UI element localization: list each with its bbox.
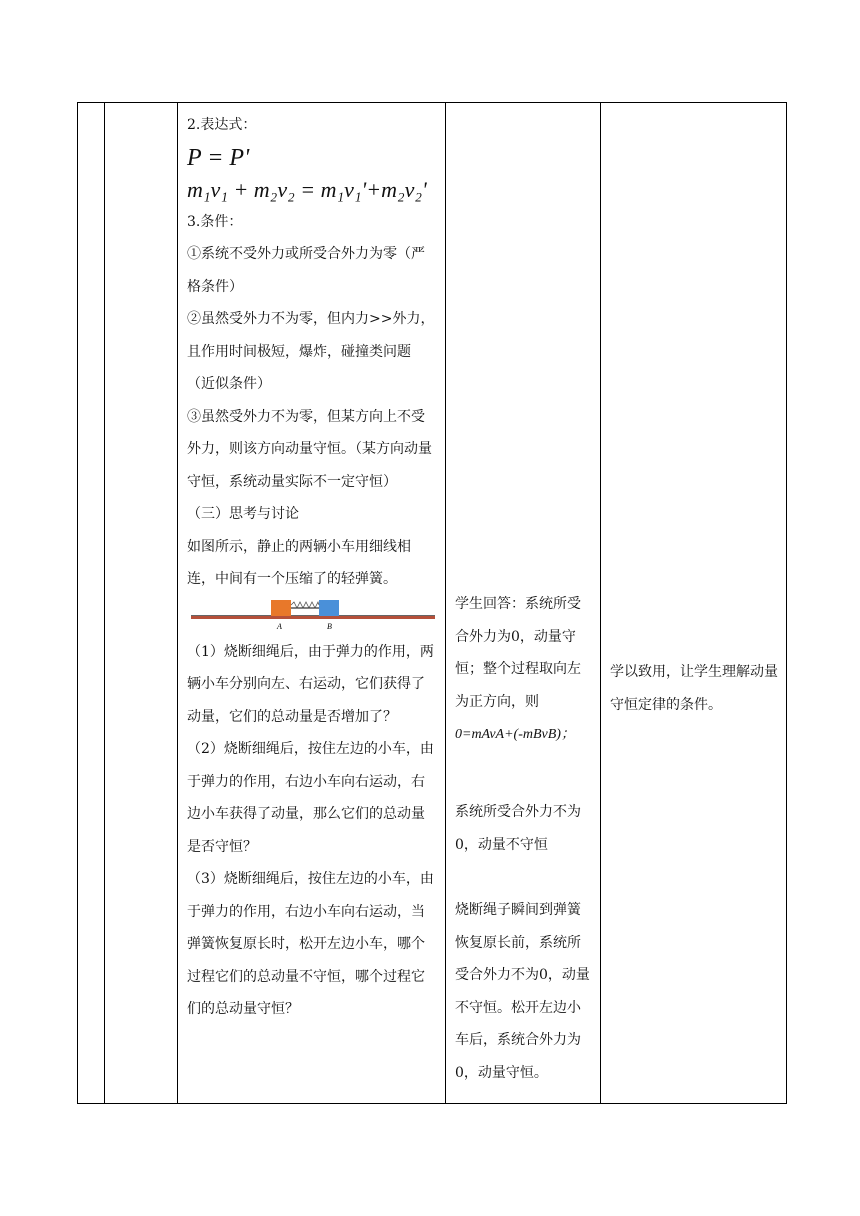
answer-1 (455, 588, 594, 752)
label-b: B (327, 621, 332, 631)
cart-a (271, 600, 291, 616)
design-purpose-cell (601, 103, 787, 1104)
section2-heading: 2.表达式： (187, 117, 257, 133)
answer-1-text: 学生回答：系统所受合外力为0，动量守恒；整个过程取向左为正方向，则 (455, 596, 581, 710)
label-a: A (277, 621, 282, 631)
condition-3: ③虽然受外力不为零，但某方向上不受外力，则该方向动量守恒。（某方向动量守恒，系统动量实际不一定守恒） (187, 408, 432, 490)
formula-momentum-equality: P = P' (187, 144, 250, 171)
column-blank-2 (105, 103, 178, 1104)
teaching-content-cell (178, 103, 446, 1104)
discussion-intro: 如图所示，静止的两辆小车用细线相连，中间有一个压缩了的轻弹簧。 (187, 538, 411, 587)
question-3: （3）烧断细绳后，按住左边的小车，由于弹力的作用，右边小车向右运动，当弹簧恢复原长时，松开左边小车，哪个过程它们的总动量不守恒，哪个过程它们的总动量守恒？ (187, 871, 434, 1017)
lesson-table (77, 102, 787, 1104)
column-blank-1 (78, 103, 105, 1104)
carts-spring-figure (189, 598, 437, 632)
cart-b (319, 600, 339, 616)
condition-2: ②虽然受外力不为零，但内力>>外力，且作用时间极短，爆炸，碰撞类问题（近似条件） (187, 311, 435, 392)
spring-coil (291, 602, 319, 608)
section3-heading: 3.条件： (187, 213, 243, 230)
question-1: （1）烧断细绳后，由于弹力的作用，两辆小车分别向左、右运动，它们获得了动量，它们的总动量是否增加了？ (187, 643, 434, 725)
ground-bar (191, 616, 435, 619)
answer-1-formula: 0=mAvA+(-mBvB)； (455, 727, 575, 742)
student-activity-cell (446, 103, 601, 1104)
question-2: （2）烧断细绳后，按住左边的小车，由于弹力的作用，右边小车向右运动，右边小车获得了动量，那么它们的总动量是否守恒？ (187, 741, 434, 855)
discussion-heading: （三）思考与讨论 (187, 506, 299, 522)
design-purpose: 学以致用，让学生理解动量守恒定律的条件。 (610, 664, 778, 713)
condition-1: ①系统不受外力或所受合外力为零（严格条件） (187, 246, 425, 295)
answer-3: 烧断绳子瞬间到弹簧恢复原长前，系统所受合外力不为0，动量不守恒。松开左边小车后，系统合外力为0，动量守恒。 (455, 902, 590, 1081)
answer-2: 系统所受合外力不为0，动量不守恒 (455, 804, 581, 853)
formula-momentum-conservation: m₁v₁ + m₂v₂ = m₁v₁'+m₂v₂' (187, 176, 427, 202)
